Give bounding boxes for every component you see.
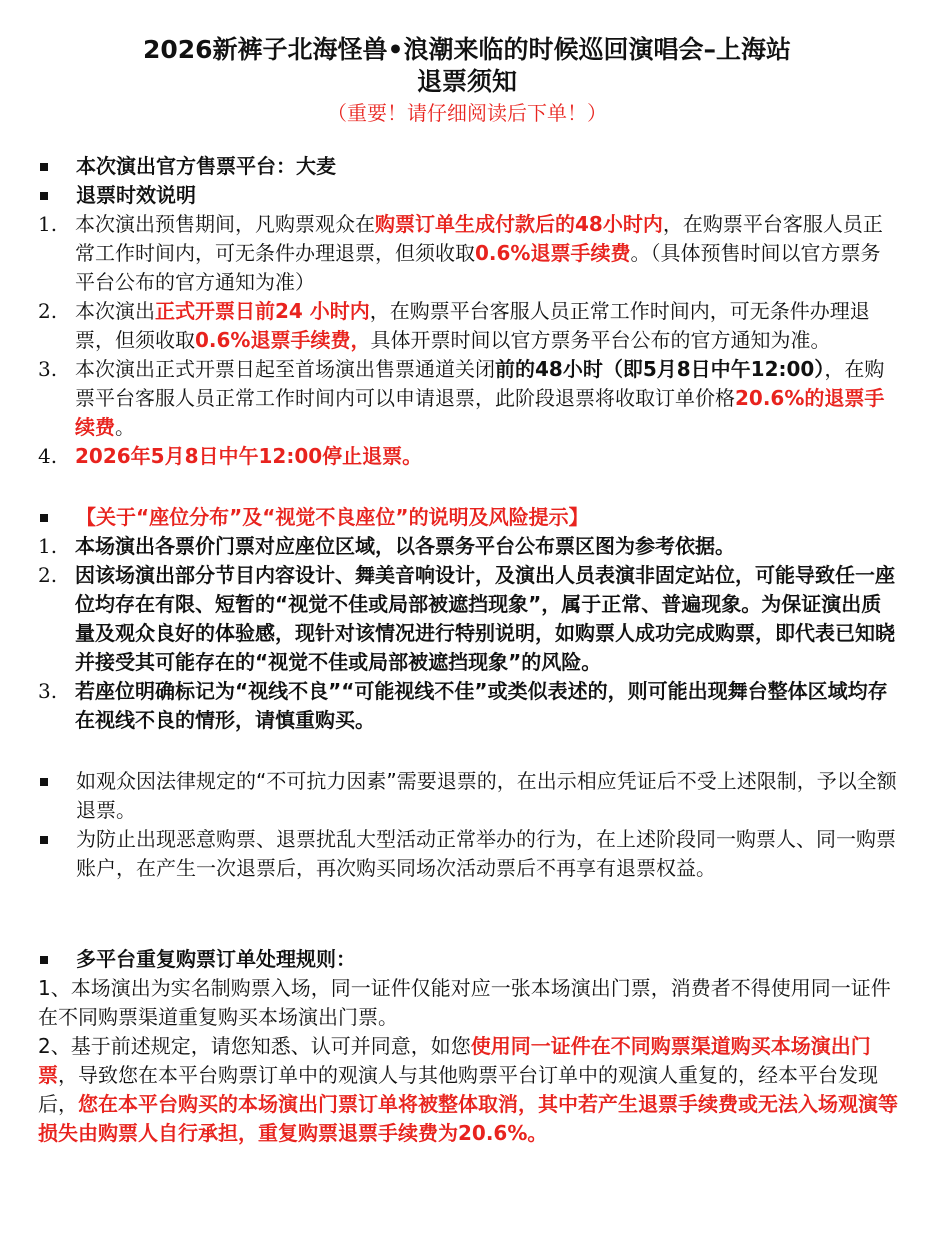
force-majeure-text: 如观众因法律规定的“不可抗力因素”需要退票的，在出示相应凭证后不受上述限制，予以全额退票。 [76,769,897,822]
seat-rule-text: 本场演出各票价门票对应座位区域，以各票务平台公布票区图为参考依据。 [75,534,735,558]
seat-rule-text: 若座位明确标记为“视线不良”“可能视线不佳”或类似表述的，则可能出现舞台整体区域均存在视线不良的情形，请慎重购买。 [75,679,888,732]
bullet-square-icon [40,163,48,171]
malicious-purchase-text: 为防止出现恶意购票、退票扰乱大型活动正常举办的行为，在上述阶段同一购票人、同一购票账户，在产生一次退票后，再次购买同场次活动票后不再享有退票权益。 [76,827,896,880]
seat-notice-heading: 【关于“座位分布”及“视觉不良座位”的说明及风险提示】 [76,505,589,529]
rule-highlight: 正式开票日前24 小时内 [155,299,370,323]
bullet-square-icon [40,192,48,200]
multi-platform-rule-2 [38,1032,898,1148]
rule-text: 具体开票时间以官方票务平台公布的官方通知为准。 [370,328,831,352]
list-number: 1. [38,534,58,558]
list-number: 2. [38,563,58,587]
rule-text: ，在购票平台客服人员正常工作时间内，可无条件办理退票，但须收取 [75,212,883,265]
bullet-refund-timing [38,181,898,210]
refund-rule-1 [38,210,898,297]
rule-highlight: 0.6%退票手续费， [195,328,371,352]
list-number: 3. [38,357,58,381]
refund-rule-2 [38,297,898,355]
seat-rule-text: 因该场演出部分节目内容设计、舞美音响设计，及演出人员表演非固定站位，可能导致任一座位均存在有限、短暂的“视觉不佳或局部被遮挡现象”，属于正常、普遍现象。为保证演出质量及观众良好的体验感，现针对该情况进行特别说明，如购票人成功完成购票，即代表已知晓并接受其可能存在的“视觉不佳或局部被遮挡现象”的风险。 [75,563,895,674]
seat-rule-1 [38,532,898,561]
bullet-multi-platform [38,945,898,974]
bullet-square-icon [40,514,48,522]
rule-text: 本次演出 [75,299,155,323]
rule-highlight: 您在本平台购买的本场演出门票订单将被整体取消，其中若产生退票手续费或无法入场观演等损失由购票人自行承担，重复购票退票手续费为20.6%。 [38,1092,898,1145]
rule-text: 。 [115,415,135,439]
bullet-square-icon [40,778,48,786]
rule-highlight: 20.6%的退票手续费 [75,386,885,439]
bullet-square-icon [40,956,48,964]
rule-highlight: 0.6%退票手续费 [475,241,631,265]
important-notice: （重要！请仔细阅读后下单！） [327,101,607,125]
page-subtitle-refund-notice: 退票须知 [416,67,517,96]
official-platform-text: 本次演出官方售票平台：大麦 [76,154,336,178]
bullet-seat-distribution [38,503,898,532]
refund-timing-heading: 退票时效说明 [76,183,196,207]
rule-text: ，在购票平台客服人员正常工作时间内，可无条件办理退票，但须收取 [75,299,870,352]
list-number: 4. [38,444,58,468]
rule-highlight: 使用同一证件在不同购票渠道购买本场演出门票 [38,1034,871,1087]
seat-rule-2 [38,561,898,677]
bullet-force-majeure [38,767,898,825]
rule-text: ，导致您在本平台购票订单中的观演人与其他购票平台订单中的观演人重复的，经本平台发现后， [38,1063,878,1116]
rule-bold: 前的48小时（即5月8日中午12:00） [495,357,825,381]
document-body [38,152,898,1148]
document-header [0,34,934,128]
list-number: 2. [38,299,58,323]
rule-text: 本次演出正式开票日起至首场演出售票通道关闭 [75,357,495,381]
rule-text: 2、基于前述规定，请您知悉、认可并同意，如您 [38,1034,471,1058]
rule-highlight: 购票订单生成付款后的48小时内 [375,212,663,236]
refund-rule-4 [38,442,898,471]
refund-rule-3 [38,355,898,442]
list-number: 3. [38,679,58,703]
multi-platform-rule-1: 1、本场演出为实名制购票入场，同一证件仅能对应一张本场演出门票，消费者不得使用同一证件在不同购票渠道重复购买本场演出门票。 [38,976,891,1029]
rule-text: 本次演出预售期间，凡购票观众在 [75,212,375,236]
refund-deadline: 2026年5月8日中午12:00停止退票。 [75,444,423,468]
list-number: 1. [38,212,58,236]
bullet-square-icon [40,836,48,844]
rule-text: 。（具体预售时间以官方票务平台公布的官方通知为准） [75,241,881,294]
seat-rule-3 [38,677,898,735]
rule-text: ，在购票平台客服人员正常工作时间内可以申请退票，此阶段退票将收取订单价格 [75,357,885,410]
page-title: 2026新裤子北海怪兽•浪潮来临的时候巡回演唱会–上海站 [142,35,792,64]
multi-platform-heading: 多平台重复购票订单处理规则： [76,947,356,971]
bullet-official-platform [38,152,898,181]
bullet-malicious-purchase [38,825,898,883]
